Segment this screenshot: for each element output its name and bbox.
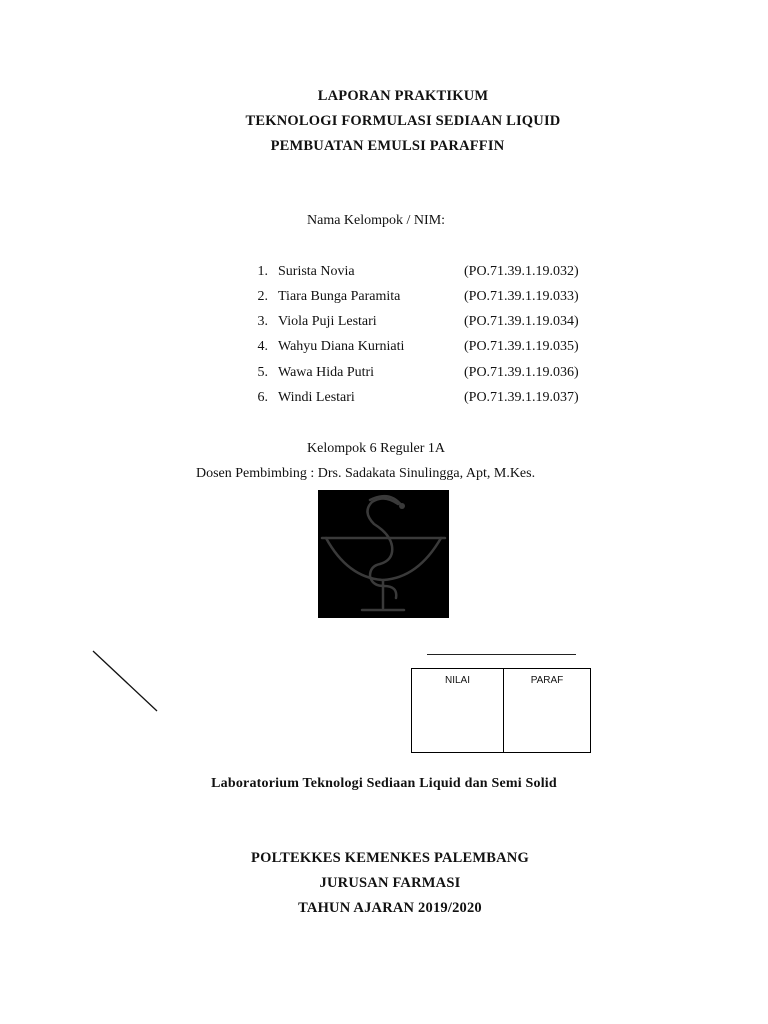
member-nim: (PO.71.39.1.19.036): [464, 365, 579, 380]
experiment-title: PEMBUATAN EMULSI PARAFFIN: [270, 138, 505, 154]
group-name: Kelompok 6 Reguler 1A: [307, 441, 446, 456]
report-title: LAPORAN PRAKTIKUM: [317, 88, 489, 104]
member-number: 1.: [257, 264, 268, 279]
nilai-cell: [412, 669, 504, 753]
member-nim: (PO.71.39.1.19.034): [464, 314, 579, 329]
member-name: Tiara Bunga Paramita: [278, 289, 401, 304]
diagonal-line-mark: [92, 650, 162, 714]
supervisor: Dosen Pembimbing : Drs. Sadakata Sinulingga, Apt, M.Kes.: [196, 466, 536, 481]
member-name: Wahyu Diana Kurniati: [278, 339, 405, 354]
member-name: Windi Lestari: [278, 390, 355, 405]
lab-name: Laboratorium Teknologi Sediaan Liquid dan Semi Solid: [211, 776, 557, 791]
member-number: 4.: [257, 339, 268, 354]
paraf-header: PARAF: [530, 675, 564, 686]
member-number: 6.: [257, 390, 268, 405]
member-name: Wawa Hida Putri: [278, 365, 375, 380]
member-number: 5.: [257, 365, 268, 380]
institution-name: POLTEKKES KEMENKES PALEMBANG: [251, 850, 529, 866]
member-nim: (PO.71.39.1.19.035): [464, 339, 579, 354]
paraf-cell: [504, 669, 591, 753]
member-nim: (PO.71.39.1.19.032): [464, 264, 579, 279]
course-title: TEKNOLOGI FORMULASI SEDIAAN LIQUID: [245, 113, 561, 129]
academic-year: TAHUN AJARAN 2019/2020: [298, 900, 482, 916]
grade-table: [411, 668, 591, 753]
signature-line: [427, 654, 576, 655]
nilai-header: NILAI: [444, 675, 470, 686]
member-number: 3.: [257, 314, 268, 329]
member-nim: (PO.71.39.1.19.037): [464, 390, 579, 405]
department-name: JURUSAN FARMASI: [319, 875, 461, 891]
member-number: 2.: [257, 289, 268, 304]
member-nim: (PO.71.39.1.19.033): [464, 289, 579, 304]
pharmacy-bowl-of-hygieia-icon: [318, 490, 449, 618]
member-name: Surista Novia: [278, 264, 355, 279]
group-label: Nama Kelompok / NIM:: [307, 213, 446, 228]
member-name: Viola Puji Lestari: [278, 314, 377, 329]
